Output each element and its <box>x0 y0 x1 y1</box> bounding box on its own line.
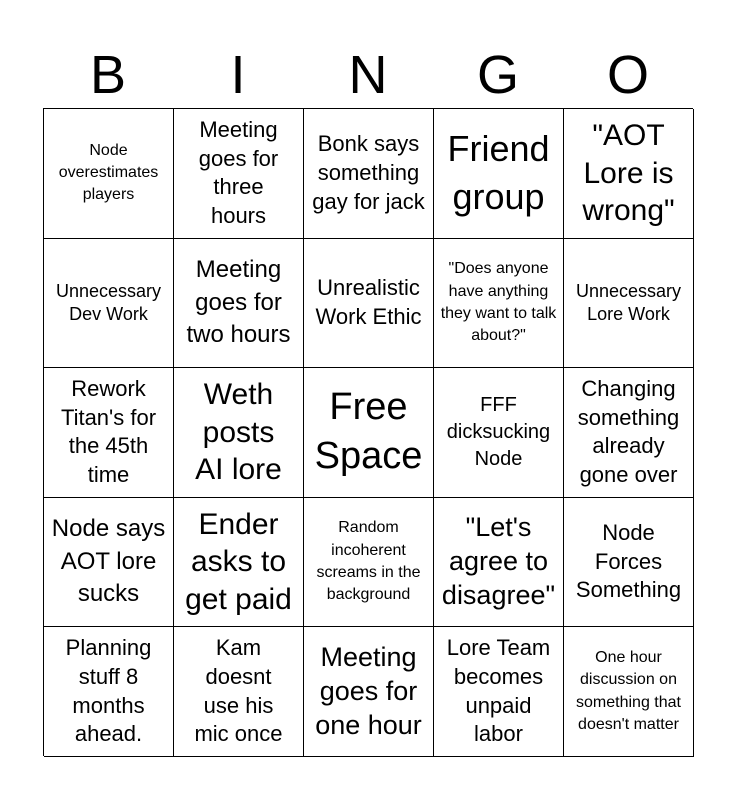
cell-text: Node says AOT lore sucks <box>51 515 166 608</box>
cell-text: Meeting goes for two hours <box>186 256 291 349</box>
header-letter-b: B <box>89 45 127 105</box>
cell-text: One hour discussion on something that doesn't matter <box>576 648 681 734</box>
cell-text: Free Space <box>314 386 423 478</box>
bingo-cell[interactable] <box>44 368 174 498</box>
cell-text: Friend group <box>447 127 550 218</box>
bingo-cell[interactable] <box>564 627 694 757</box>
cell-text: Rework Titan's for the 45th time <box>60 376 157 488</box>
bingo-header <box>43 42 693 108</box>
cell-text: "Let's agree to disagree" <box>441 512 556 610</box>
cell-text: Node overestimates players <box>58 141 159 204</box>
bingo-cell[interactable] <box>174 109 304 239</box>
cell-text: "Does anyone have anything they want to talk about?" <box>440 260 557 345</box>
cell-text: Bonk says something gay for jack <box>312 131 425 214</box>
bingo-cell[interactable] <box>434 109 564 239</box>
cell-text: "AOT Lore is wrong" <box>582 119 675 228</box>
cell-text: Meeting goes for one hour <box>315 642 422 740</box>
cell-text: Kam doesnt use his mic once <box>194 635 283 747</box>
header-letter-g: G <box>476 45 519 105</box>
bingo-cell[interactable] <box>434 368 564 498</box>
bingo-cell[interactable] <box>564 239 694 369</box>
cell-text: Ender asks to get paid <box>185 507 292 616</box>
cell-text: Unnecessary Dev Work <box>55 280 162 324</box>
bingo-cell[interactable] <box>564 368 694 498</box>
bingo-board <box>43 108 693 756</box>
bingo-cell[interactable] <box>174 627 304 757</box>
free-space-cell[interactable] <box>304 368 434 498</box>
bingo-cell[interactable] <box>304 239 434 369</box>
bingo-cell[interactable] <box>304 498 434 628</box>
bingo-cell[interactable] <box>44 627 174 757</box>
bingo-cell[interactable] <box>304 109 434 239</box>
cell-text: Changing something already gone over <box>577 376 680 488</box>
cell-text: Planning stuff 8 months ahead. <box>65 635 152 747</box>
bingo-cell[interactable] <box>564 498 694 628</box>
cell-text: Unrealistic Work Ethic <box>315 275 422 329</box>
cell-text: FFF dicksucking Node <box>446 393 551 470</box>
bingo-cell[interactable] <box>434 498 564 628</box>
bingo-cell[interactable] <box>564 109 694 239</box>
cell-text: Weth posts AI lore <box>195 378 282 487</box>
header-letter-o: O <box>606 45 649 105</box>
cell-text: Node Forces Something <box>575 520 682 603</box>
header-letter-n: N <box>348 45 388 105</box>
bingo-cell[interactable] <box>44 498 174 628</box>
bingo-cell[interactable] <box>44 239 174 369</box>
bingo-cell[interactable] <box>174 368 304 498</box>
bingo-cell[interactable] <box>174 498 304 628</box>
bingo-cell[interactable] <box>44 109 174 239</box>
bingo-cell[interactable] <box>174 239 304 369</box>
bingo-cell[interactable] <box>434 627 564 757</box>
bingo-cell[interactable] <box>434 239 564 369</box>
cell-text: Meeting goes for three hours <box>198 117 279 228</box>
bingo-cell[interactable] <box>304 627 434 757</box>
cell-text: Lore Team becomes unpaid labor <box>446 635 551 747</box>
header-letter-i: I <box>230 45 246 105</box>
cell-text: Random incoherent screams in the background <box>316 519 421 604</box>
cell-text: Unnecessary Lore Work <box>575 280 682 324</box>
